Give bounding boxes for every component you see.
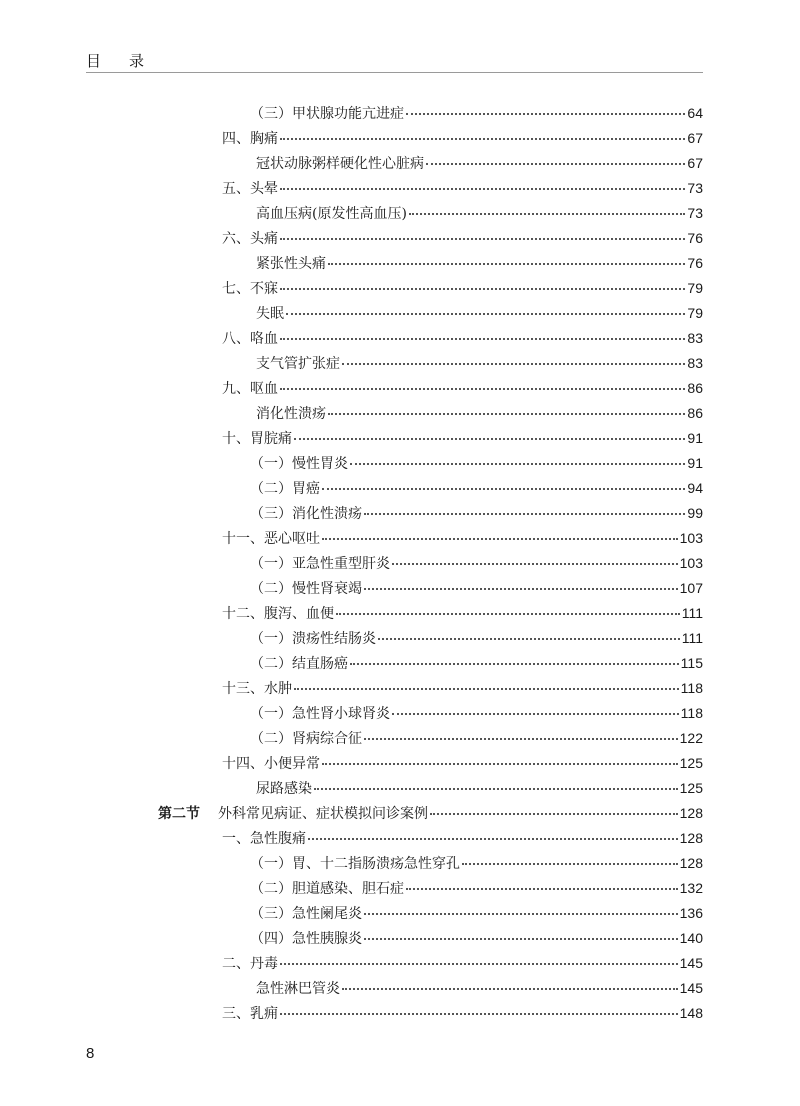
toc-entry-page: 94 bbox=[687, 480, 703, 496]
toc-entry bbox=[250, 901, 703, 926]
toc-dot-leader bbox=[342, 987, 678, 990]
toc-entry-page: 91 bbox=[687, 455, 703, 471]
toc-entry bbox=[250, 451, 703, 476]
toc-entry-page: 111 bbox=[681, 605, 703, 621]
toc-dot-leader bbox=[392, 712, 679, 715]
toc-entry bbox=[222, 676, 703, 701]
toc-dot-leader bbox=[364, 912, 678, 915]
toc-entry-title: 十四、小便异常 bbox=[222, 756, 320, 772]
toc-entry-page: 76 bbox=[687, 255, 703, 271]
toc-dot-leader bbox=[308, 837, 678, 840]
toc-entry bbox=[222, 326, 703, 351]
toc-entry-title: （二）慢性肾衰竭 bbox=[250, 581, 362, 597]
toc-entry bbox=[250, 851, 703, 876]
toc-dot-leader bbox=[280, 137, 685, 140]
toc-entry bbox=[256, 251, 703, 276]
toc-entry-title: （一）亚急性重型肝炎 bbox=[250, 556, 390, 572]
toc-dot-leader bbox=[364, 512, 685, 515]
toc-entry-title: 一、急性腹痛 bbox=[222, 831, 306, 847]
toc-entry-title: 十二、腹泻、血便 bbox=[222, 606, 334, 622]
toc-entry bbox=[250, 626, 703, 651]
toc-entry bbox=[250, 551, 703, 576]
toc-dot-leader bbox=[322, 537, 678, 540]
toc-entry bbox=[222, 126, 703, 151]
toc-dot-leader bbox=[462, 862, 678, 865]
toc-entry bbox=[256, 976, 703, 1001]
toc-entry bbox=[250, 701, 703, 726]
toc-entry-title: （三）急性阑尾炎 bbox=[250, 906, 362, 922]
toc-entry-title: （二）胃癌 bbox=[250, 481, 320, 497]
toc-entry-page: 99 bbox=[687, 505, 703, 521]
toc-entry-title: 消化性溃疡 bbox=[256, 406, 326, 422]
toc-dot-leader bbox=[322, 487, 685, 490]
toc-dot-leader bbox=[314, 787, 678, 790]
toc-entry-page: 140 bbox=[679, 930, 703, 946]
toc-entry-page: 145 bbox=[679, 980, 703, 996]
toc-entry bbox=[250, 576, 703, 601]
toc-entry-title: 外科常见病证、症状模拟问诊案例 bbox=[218, 806, 428, 822]
toc-entry bbox=[222, 276, 703, 301]
toc-entry-page: 103 bbox=[679, 555, 703, 571]
toc-entry-page: 67 bbox=[687, 130, 703, 146]
running-header: 目录 bbox=[86, 52, 173, 70]
toc-entry-title: 三、乳痈 bbox=[222, 1006, 278, 1022]
toc-dot-leader bbox=[280, 187, 685, 190]
toc-entry bbox=[222, 751, 703, 776]
toc-entry-title: 五、头晕 bbox=[222, 181, 278, 197]
toc-entry-page: 103 bbox=[679, 530, 703, 546]
toc-dot-leader bbox=[350, 662, 679, 665]
toc-dot-leader bbox=[430, 812, 678, 815]
toc-entry bbox=[222, 526, 703, 551]
toc-entry-title: （一）溃疡性结肠炎 bbox=[250, 631, 376, 647]
toc-dot-leader bbox=[364, 737, 678, 740]
toc-entry-page: 83 bbox=[687, 355, 703, 371]
toc-entry-page: 125 bbox=[679, 780, 703, 796]
toc-entry bbox=[256, 301, 703, 326]
toc-entry bbox=[256, 776, 703, 801]
toc-entry-page: 118 bbox=[680, 705, 703, 721]
toc-dot-leader bbox=[426, 162, 685, 165]
toc-entry-title: 高血压病(原发性高血压) bbox=[256, 206, 407, 222]
toc-entry-title: （一）胃、十二指肠溃疡急性穿孔 bbox=[250, 856, 460, 872]
toc-dot-leader bbox=[409, 212, 685, 215]
toc-entry-title: 八、咯血 bbox=[222, 331, 278, 347]
toc-dot-leader bbox=[286, 312, 685, 315]
toc-entry bbox=[222, 826, 703, 851]
toc-entry bbox=[250, 501, 703, 526]
toc-entry-page: 107 bbox=[679, 580, 703, 596]
toc-dot-leader bbox=[280, 962, 678, 965]
toc-dot-leader bbox=[328, 262, 685, 265]
toc-entry bbox=[250, 651, 703, 676]
toc-entry bbox=[250, 101, 703, 126]
toc-dot-leader bbox=[392, 562, 678, 565]
toc-dot-leader bbox=[280, 387, 685, 390]
toc-entry bbox=[250, 926, 703, 951]
toc-dot-leader bbox=[322, 762, 678, 765]
toc-entry-page: 67 bbox=[687, 155, 703, 171]
toc-entry bbox=[222, 226, 703, 251]
toc-entry-title: （一）急性肾小球肾炎 bbox=[250, 706, 390, 722]
toc-entry-title: 支气管扩张症 bbox=[256, 356, 340, 372]
header-rule bbox=[86, 72, 703, 73]
toc-entry-page: 86 bbox=[687, 380, 703, 396]
toc-dot-leader bbox=[350, 462, 685, 465]
toc-dot-leader bbox=[406, 887, 678, 890]
toc-entry-page: 132 bbox=[679, 880, 703, 896]
toc-entry bbox=[222, 426, 703, 451]
toc-entry-title: （一）慢性胃炎 bbox=[250, 456, 348, 472]
toc-section-entry bbox=[158, 801, 703, 826]
toc-dot-leader bbox=[364, 587, 678, 590]
page-number: 8 bbox=[86, 1045, 95, 1062]
toc-entry-title: 失眠 bbox=[256, 306, 284, 322]
toc-entry-title: 二、丹毒 bbox=[222, 956, 278, 972]
toc-dot-leader bbox=[280, 237, 685, 240]
toc-entry-title: （三）甲状腺功能亢进症 bbox=[250, 106, 404, 122]
toc-dot-leader bbox=[336, 612, 680, 615]
toc-entry-page: 145 bbox=[679, 955, 703, 971]
toc-entry bbox=[256, 351, 703, 376]
toc-entry-page: 79 bbox=[687, 280, 703, 296]
toc-entry bbox=[250, 876, 703, 901]
toc-entry-title: 急性淋巴管炎 bbox=[256, 981, 340, 997]
toc-entry-title: 十、胃脘痛 bbox=[222, 431, 292, 447]
toc-entry-title: 七、不寐 bbox=[222, 281, 278, 297]
toc-dot-leader bbox=[342, 362, 685, 365]
toc-entry-page: 122 bbox=[679, 730, 703, 746]
toc-entry-title: （四）急性胰腺炎 bbox=[250, 931, 362, 947]
toc-dot-leader bbox=[280, 1012, 678, 1015]
toc-entry bbox=[222, 951, 703, 976]
toc-entry-title: 四、胸痛 bbox=[222, 131, 278, 147]
toc-entry-title: （二）结直肠癌 bbox=[250, 656, 348, 672]
toc-entry-page: 64 bbox=[687, 105, 703, 121]
toc-entry-page: 115 bbox=[680, 655, 703, 671]
toc-entry-title: 六、头痛 bbox=[222, 231, 278, 247]
toc-entry-page: 148 bbox=[679, 1005, 703, 1021]
toc-entry-page: 128 bbox=[679, 855, 703, 871]
toc-entry bbox=[256, 401, 703, 426]
toc-entry-title: 十三、水肿 bbox=[222, 681, 292, 697]
toc-entry bbox=[256, 201, 703, 226]
toc-entry-title: （二）胆道感染、胆石症 bbox=[250, 881, 404, 897]
toc-entry-page: 136 bbox=[679, 905, 703, 921]
toc-entry bbox=[222, 1001, 703, 1026]
toc-dot-leader bbox=[294, 437, 685, 440]
toc-entry-title: （三）消化性溃疡 bbox=[250, 506, 362, 522]
toc-dot-leader bbox=[280, 287, 685, 290]
toc-entry bbox=[250, 476, 703, 501]
toc-entry bbox=[256, 151, 703, 176]
toc-entry-page: 76 bbox=[687, 230, 703, 246]
toc-entry-title: 紧张性头痛 bbox=[256, 256, 326, 272]
toc-entry-page: 128 bbox=[679, 805, 703, 821]
toc-entry-page: 125 bbox=[679, 755, 703, 771]
toc-dot-leader bbox=[378, 637, 680, 640]
toc-entry-page: 118 bbox=[680, 680, 703, 696]
toc-entry bbox=[222, 176, 703, 201]
toc-entry bbox=[222, 601, 703, 626]
toc-entry-title: （二）肾病综合征 bbox=[250, 731, 362, 747]
toc-entry-title: 九、呕血 bbox=[222, 381, 278, 397]
toc-entry-title: 冠状动脉粥样硬化性心脏病 bbox=[256, 156, 424, 172]
toc-entry bbox=[250, 726, 703, 751]
toc-entry-title: 十一、恶心呕吐 bbox=[222, 531, 320, 547]
toc-dot-leader bbox=[328, 412, 685, 415]
toc-dot-leader bbox=[406, 112, 685, 115]
toc-entry-page: 79 bbox=[687, 305, 703, 321]
toc-entry-title: 尿路感染 bbox=[256, 781, 312, 797]
toc-entry-page: 73 bbox=[687, 205, 703, 221]
toc-dot-leader bbox=[280, 337, 685, 340]
toc-dot-leader bbox=[294, 687, 679, 690]
toc-entry-page: 111 bbox=[681, 630, 703, 646]
toc-entry-page: 128 bbox=[679, 830, 703, 846]
toc-section-label: 第二节 bbox=[158, 806, 200, 822]
toc-entry-page: 83 bbox=[687, 330, 703, 346]
toc-entry-page: 91 bbox=[687, 430, 703, 446]
toc-entry bbox=[222, 376, 703, 401]
toc-entry-page: 86 bbox=[687, 405, 703, 421]
toc-entry-page: 73 bbox=[687, 180, 703, 196]
toc-dot-leader bbox=[364, 937, 678, 940]
